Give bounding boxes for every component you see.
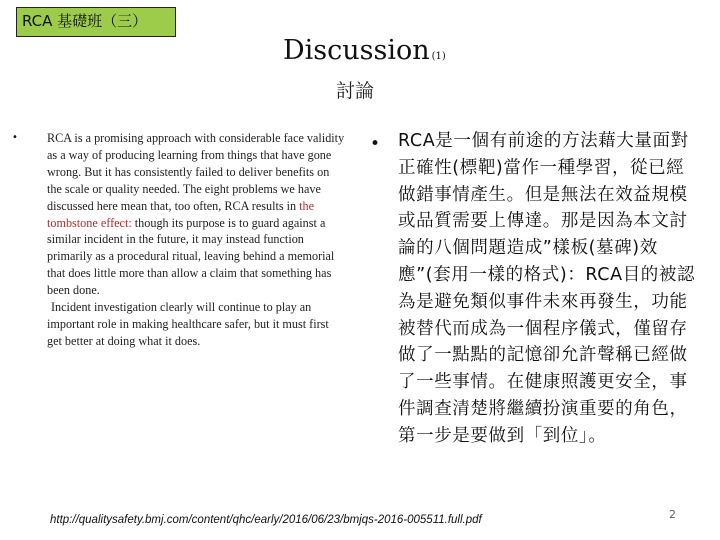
course-tag-label: RCA 基礎班（三） <box>22 12 148 30</box>
left-bullet: • <box>12 132 18 143</box>
title-text: Discussion <box>283 35 430 66</box>
source-link[interactable]: http://qualitysafety.bmj.com/content/qhc/early/2016/06/23/bmjqs-2016-005511.full.pdf <box>50 514 482 526</box>
course-tag <box>16 7 176 37</box>
right-bullet: • <box>370 134 381 154</box>
slide-title <box>283 35 446 66</box>
english-paragraph <box>47 130 345 350</box>
english-text-part1: RCA is a promising approach with considerable face validity as a way of producing learning from things that have gone wrong. But it has consistently failed to deliver benefits on the scale or quality needed. The eight problems we have discussed here mean that, too often, RCA results in <box>47 131 345 213</box>
english-text-part2: though its purpose is to guard against a similar incident in the future, it may instead function primarily as a procedural ritual, leaving behind a memorial that does little more than allow a claim that something has been done. <box>47 215 335 298</box>
slide-subtitle: 討論 <box>336 80 375 102</box>
english-text-part3: Incident investigation clearly will continue to play an important role in making healthcare safer, but it must first get better at doing what it does. <box>47 300 329 348</box>
page-number: 2 <box>669 508 676 521</box>
chinese-paragraph: RCA是一個有前途的方法藉大量面對正確性(標靶)當作一種學習，從已經做錯事情產生。但是無法在效益規模或品質需要上傳達。那是因為本文討論的八個問題造成”樣板(墓碑)效應”(套用一樣的格式)：RCA目的被認為是避免類似事件未來再發生，功能被替代而成為一個程序儀式，僅留存做了一點點的記憶卻允許聲稱已經做了一些事情。在健康照護更安全，事件調查清楚將繼續扮演重要的角色，第一步是要做到「到位」。 <box>398 131 696 446</box>
tombstone-effect-highlight: the tombstone effect: <box>47 198 315 230</box>
title-note: (1) <box>431 51 446 62</box>
